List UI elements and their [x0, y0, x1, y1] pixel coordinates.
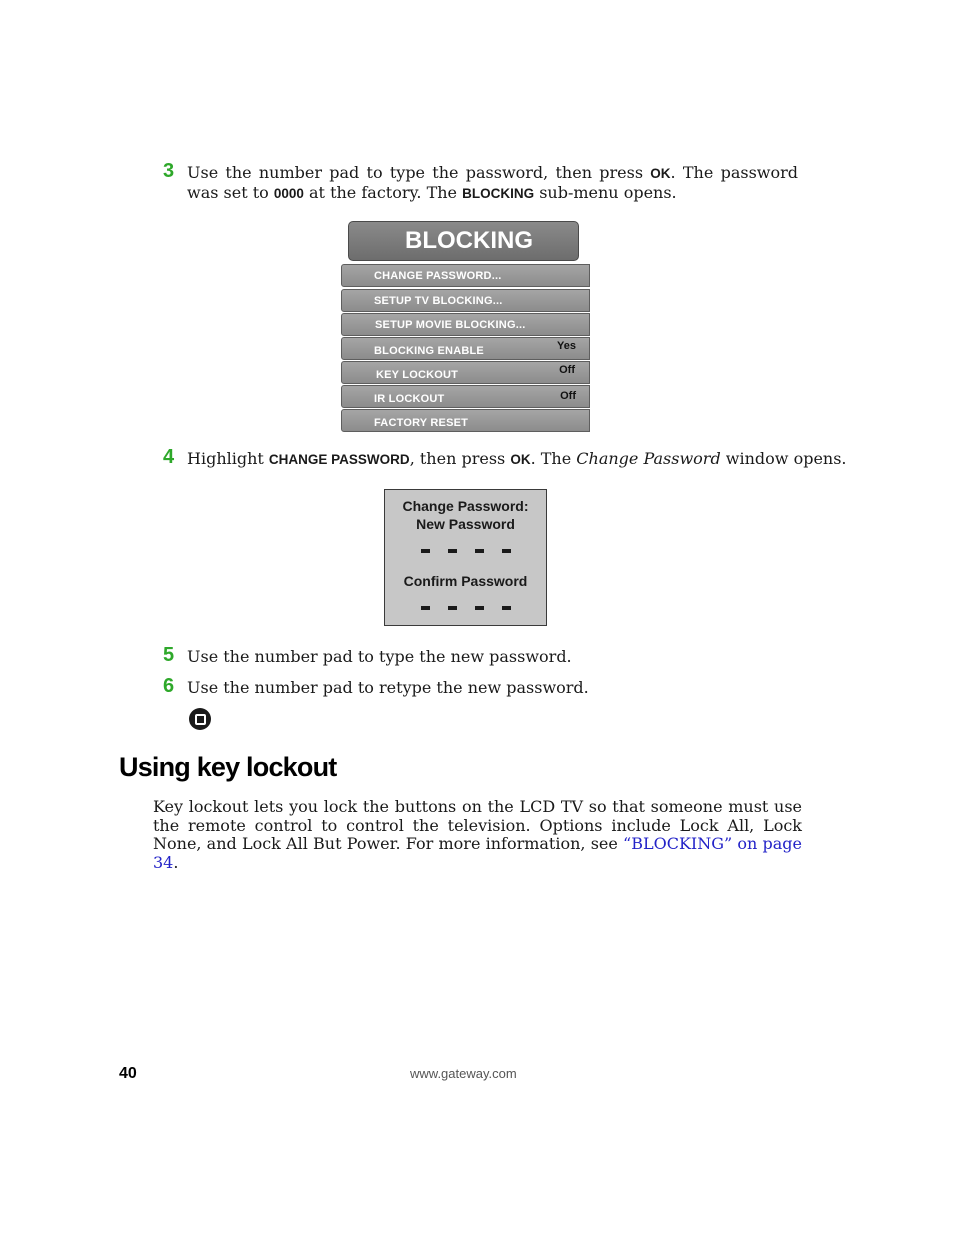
new-password-label: New Password: [416, 516, 515, 532]
page-number: 40: [119, 1065, 137, 1082]
digit-slot: [448, 606, 457, 610]
digit-slot: [448, 549, 457, 553]
menu-item-blocking-enable[interactable]: [341, 337, 590, 360]
menu-item-setup-tv-blocking[interactable]: [341, 289, 590, 312]
digit-slot: [475, 606, 484, 610]
menu-item-value: Off: [559, 364, 575, 376]
step-number-6: 6: [163, 675, 175, 697]
change-password-item: CHANGE PASSWORD: [268, 452, 410, 467]
menu-item-value: Yes: [557, 340, 576, 352]
blocking-menu-name: BLOCKING: [462, 186, 535, 201]
change-password-title: Change Password:: [402, 498, 529, 514]
digit-slot: [502, 606, 511, 610]
blocking-menu-title: BLOCKING: [348, 221, 579, 261]
menu-item-label: KEY LOCKOUT: [376, 369, 459, 381]
section-body: Key lockout lets you lock the buttons on the LCD TV so that someone must use the remote control to control the television. Options include Lock All, Lock None, and Lock All But Power. For more information, see “BLOCKING” on page 34.: [153, 797, 802, 872]
ok-key: OK: [510, 452, 531, 467]
change-password-window: [384, 489, 547, 626]
menu-item-label: IR LOCKOUT: [374, 393, 445, 405]
menu-item-value: Off: [560, 390, 576, 402]
digit-slot: [475, 549, 484, 553]
menu-item-label: BLOCKING ENABLE: [374, 345, 484, 357]
stop-icon: [189, 708, 211, 730]
step-3-text: Use the number pad to type the password, then press OK. The password was set to 0000 at the factory. The BLOCKING sub-menu opens.: [187, 163, 799, 202]
ok-key: OK: [650, 166, 671, 181]
step-4-text: Highlight CHANGE PASSWORD, then press OK. The Change Password window opens.: [187, 449, 847, 468]
blocking-page-link[interactable]: “BLOCKING” on page 34: [153, 834, 802, 872]
step-number-4: 4: [163, 446, 175, 468]
section-heading: Using key lockout: [119, 752, 337, 782]
menu-item-setup-movie-blocking[interactable]: [341, 313, 590, 336]
step-5-text: Use the number pad to type the new password.: [187, 647, 572, 666]
confirm-password-label: Confirm Password: [403, 573, 528, 589]
step-number-3: 3: [163, 160, 175, 182]
menu-item-label: SETUP TV BLOCKING...: [374, 295, 503, 307]
factory-code: 0000: [273, 186, 304, 201]
window-name: Change Password: [576, 449, 721, 468]
menu-item-label: CHANGE PASSWORD...: [374, 270, 502, 282]
menu-item-key-lockout[interactable]: [341, 361, 590, 384]
step-6-text: Use the number pad to retype the new password.: [187, 678, 589, 697]
digit-slot: [421, 549, 430, 553]
digit-slot: [502, 549, 511, 553]
menu-item-factory-reset[interactable]: [341, 409, 590, 432]
digit-slot: [421, 606, 430, 610]
menu-item-label: SETUP MOVIE BLOCKING...: [375, 319, 526, 331]
menu-item-change-password[interactable]: [341, 264, 590, 287]
step-number-5: 5: [163, 644, 175, 666]
menu-item-ir-lockout[interactable]: [341, 385, 590, 408]
footer-url[interactable]: www.gateway.com: [410, 1066, 517, 1081]
menu-item-label: FACTORY RESET: [374, 417, 469, 429]
new-password-field[interactable]: [421, 549, 513, 553]
confirm-password-field[interactable]: [421, 606, 513, 610]
